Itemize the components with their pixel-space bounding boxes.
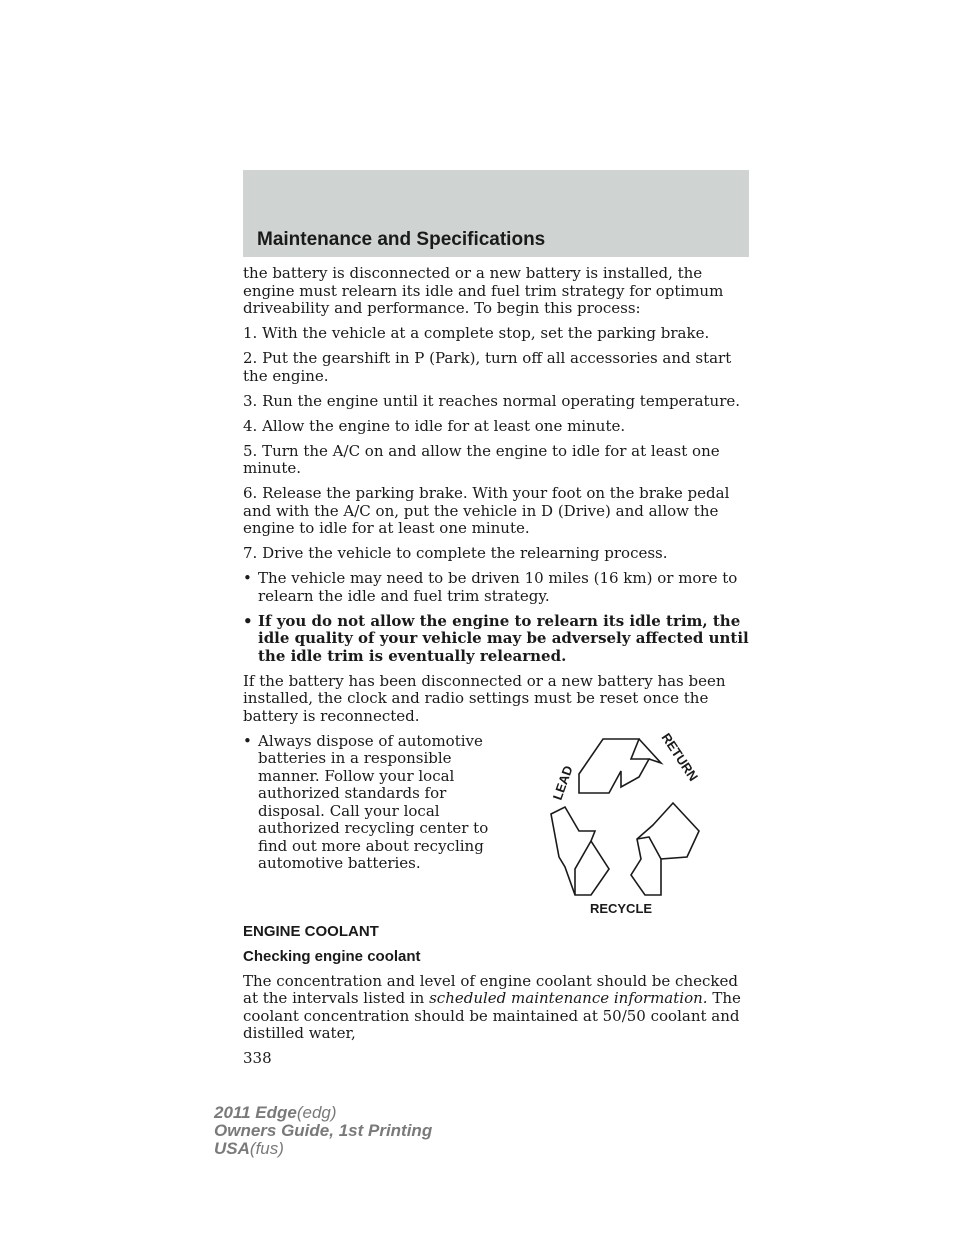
page-body xyxy=(243,265,753,1075)
coolant-paragraph xyxy=(243,973,753,1043)
page-number: 338 xyxy=(243,1049,272,1067)
recycle-arrow-right xyxy=(631,803,699,895)
intro-paragraph: the battery is disconnected or a new battery is installed, the engine must relearn its idle and fuel trim strategy for optimum driveability and performance. To begin this process: xyxy=(243,264,724,317)
coolant-reference: scheduled maintenance information. xyxy=(429,989,708,1007)
footer-guide: Owners Guide, 1st Printing xyxy=(214,1121,433,1140)
step-1: 1. With the vehicle at a complete stop, set the parking brake. xyxy=(243,324,710,342)
reset-note: If the battery has been disconnected or a new battery has been installed, the clock and radio settings must be reset once the battery is reconnected. xyxy=(243,671,726,725)
step-4: 4. Allow the engine to idle for at least one minute. xyxy=(243,416,626,435)
document-footer xyxy=(214,1104,432,1158)
bullet-dispose xyxy=(243,733,503,873)
step-6: 6. Release the parking brake. With your foot on the brake pedal and with the A/C on, put the vehicle in D (Drive) and allow the engine to idle for at least one minute. xyxy=(243,484,730,537)
footer-market-line xyxy=(214,1140,432,1158)
bullet-warning-text: If you do not allow the engine to relearn its idle trim, the idle quality of your vehicle may be adversely affected until the idle trim is eventually relearned. xyxy=(258,611,749,665)
recycle-label-return: RETURN xyxy=(658,729,702,784)
recycle-arrow-top xyxy=(579,739,649,793)
recycle-arrow-left-inner xyxy=(575,841,591,895)
recycle-arrow-left xyxy=(551,807,609,895)
footer-market-code: (fus) xyxy=(249,1139,284,1158)
coolant-heading: ENGINE COOLANT xyxy=(243,922,379,940)
coolant-text-2: The coolant concentration should be maintained at 50/50 coolant and distilled water, xyxy=(243,989,741,1042)
footer-model-code: (edg) xyxy=(296,1103,337,1122)
step-3: 3. Run the engine until it reaches normal operating temperature. xyxy=(243,391,741,410)
recycle-section xyxy=(243,729,753,923)
bullet-mileage xyxy=(243,570,753,605)
bullet-warning xyxy=(243,613,753,666)
bullet-glyph: • xyxy=(243,731,252,750)
footer-model-line xyxy=(214,1104,432,1122)
step-7: 7. Drive the vehicle to complete the relearning process. xyxy=(243,544,668,562)
coolant-text-1: The concentration and level of engine coolant should be checked at the intervals listed in xyxy=(243,971,738,1007)
bullet-mileage-text: The vehicle may need to be driven 10 miles (16 km) or more to relearn the idle and fuel trim strategy. xyxy=(258,569,738,605)
step-2: 2. Put the gearshift in P (Park), turn off all accessories and start the engine. xyxy=(243,349,732,385)
recycle-label-lead: LEAD xyxy=(549,763,576,802)
recycle-label-recycle: RECYCLE xyxy=(589,900,653,915)
footer-market: USA xyxy=(214,1139,250,1158)
coolant-subheading: Checking engine coolant xyxy=(243,947,421,965)
bullet-glyph: • xyxy=(243,611,253,630)
step-5: 5. Turn the A/C on and allow the engine to idle for at least one minute. xyxy=(243,441,720,477)
section-header-bar xyxy=(243,170,749,257)
bullet-glyph: • xyxy=(243,569,252,587)
recycle-symbol-icon xyxy=(521,719,721,915)
footer-model: 2011 Edge xyxy=(214,1103,297,1122)
bullet-dispose-text: Always dispose of automotive batteries in a responsible manner. Follow your local authorized standards for disposal. Call your local authorized recycling center to find out more about recycling automotive batteries. xyxy=(258,731,489,872)
section-title: Maintenance and Specifications xyxy=(257,229,546,250)
